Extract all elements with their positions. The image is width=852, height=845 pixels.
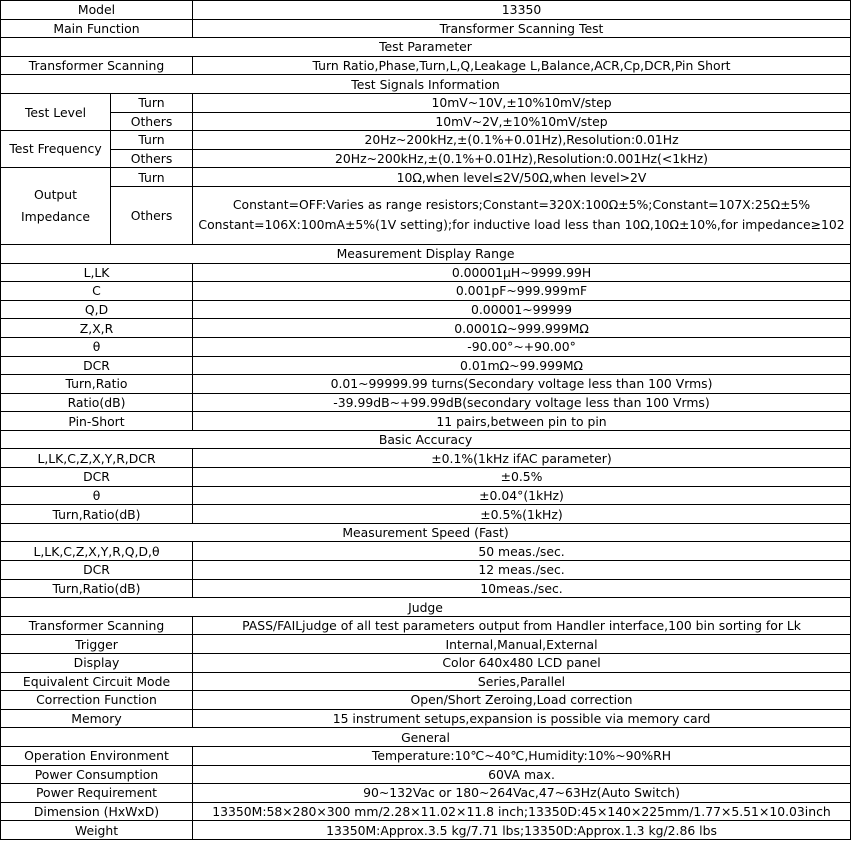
section-header-row: [1, 38, 851, 57]
table-row: [1, 505, 851, 524]
row-value: Color 640x480 LCD panel: [193, 654, 851, 673]
section-header-row: [1, 75, 851, 94]
table-row: [1, 449, 851, 468]
row-label: θ: [1, 337, 193, 356]
row-value: Internal,Manual,External: [193, 635, 851, 654]
row-label: Turn,Ratio: [1, 375, 193, 394]
row-value: ±0.5%(1kHz): [193, 505, 851, 524]
table-row: [1, 131, 851, 150]
sub-label: Others: [111, 149, 193, 168]
table-row: [1, 468, 851, 487]
table-row: [1, 616, 851, 635]
table-row: [1, 709, 851, 728]
row-label: Transformer Scanning: [1, 56, 193, 75]
section-header-row: [1, 430, 851, 449]
row-label: Dimension (HxWxD): [1, 802, 193, 821]
test-level-label: Test Level: [1, 93, 111, 130]
section-header: Measurement Speed (Fast): [1, 523, 851, 542]
section-header: Judge: [1, 598, 851, 617]
table-row: [1, 821, 851, 840]
table-row: [1, 93, 851, 112]
section-header: Measurement Display Range: [1, 244, 851, 263]
row-label: DCR: [1, 468, 193, 487]
row-label: Power Requirement: [1, 784, 193, 803]
row-value-multiline: [193, 186, 851, 244]
row-value: 15 instrument setups,expansion is possible via memory card: [193, 709, 851, 728]
row-value: 10mV~10V,±10%10mV/step: [193, 93, 851, 112]
table-row: [1, 486, 851, 505]
table-row: [1, 412, 851, 431]
table-row: [1, 186, 851, 244]
row-label: Memory: [1, 709, 193, 728]
row-label: DCR: [1, 356, 193, 375]
row-label: Q,D: [1, 300, 193, 319]
row-value: 20Hz~200kHz,±(0.1%+0.01Hz),Resolution:0.001Hz(<1kHz): [193, 149, 851, 168]
row-value: 13350M:58×280×300 mm/2.28×11.02×11.8 inch;13350D:45×140×225mm/1.77×5.51×10.03inch: [193, 802, 851, 821]
row-label: Z,X,R: [1, 319, 193, 338]
section-header-row: [1, 728, 851, 747]
table-row: [1, 263, 851, 282]
row-label: C: [1, 282, 193, 301]
row-label: Ratio(dB): [1, 393, 193, 412]
table-row: [1, 802, 851, 821]
row-value: 60VA max.: [193, 765, 851, 784]
row-label: Power Consumption: [1, 765, 193, 784]
output-impedance-label: Output Impedance: [1, 168, 111, 245]
row-label: Equivalent Circuit Mode: [1, 672, 193, 691]
row-label: Display: [1, 654, 193, 673]
row-value: 0.01mΩ~99.999MΩ: [193, 356, 851, 375]
row-value: ±0.1%(1kHz ifAC parameter): [193, 449, 851, 468]
row-value: 0.00001~99999: [193, 300, 851, 319]
row-value: 50 meas./sec.: [193, 542, 851, 561]
row-label: Weight: [1, 821, 193, 840]
section-header-row: [1, 244, 851, 263]
table-row: [1, 654, 851, 673]
row-label: Turn,Ratio(dB): [1, 505, 193, 524]
sub-label: Others: [111, 186, 193, 244]
row-value: 10mV~2V,±10%10mV/step: [193, 112, 851, 131]
row-value: 90~132Vac or 180~264Vac,47~63Hz(Auto Switch): [193, 784, 851, 803]
table-row: [1, 112, 851, 131]
row-label: L,LK,C,Z,X,Y,R,DCR: [1, 449, 193, 468]
table-row: [1, 149, 851, 168]
section-header-row: [1, 598, 851, 617]
model-value: 13350: [193, 1, 851, 20]
row-value: ±0.04°(1kHz): [193, 486, 851, 505]
table-row: [1, 375, 851, 394]
test-frequency-label: Test Frequency: [1, 131, 111, 168]
section-header: Test Parameter: [1, 38, 851, 57]
row-value: 10Ω,when level≤2V/50Ω,when level>2V: [193, 168, 851, 187]
row-value: 20Hz~200kHz,±(0.1%+0.01Hz),Resolution:0.01Hz: [193, 131, 851, 150]
table-row: [1, 691, 851, 710]
row-label: Correction Function: [1, 691, 193, 710]
main-function-value: Transformer Scanning Test: [193, 19, 851, 38]
table-row: [1, 635, 851, 654]
row-value: Open/Short Zeroing,Load correction: [193, 691, 851, 710]
sub-label: Turn: [111, 131, 193, 150]
table-row: [1, 765, 851, 784]
row-label: θ: [1, 486, 193, 505]
row-value: Turn Ratio,Phase,Turn,L,Q,Leakage L,Balance,ACR,Cp,DCR,Pin Short: [193, 56, 851, 75]
table-row: [1, 672, 851, 691]
table-row: [1, 1, 851, 20]
table-row: [1, 561, 851, 580]
table-row: [1, 337, 851, 356]
row-label: Transformer Scanning: [1, 616, 193, 635]
row-value: 11 pairs,between pin to pin: [193, 412, 851, 431]
row-label: DCR: [1, 561, 193, 580]
section-header: Basic Accuracy: [1, 430, 851, 449]
row-value: 0.01~99999.99 turns(Secondary voltage less than 100 Vrms): [193, 375, 851, 394]
row-value: -90.00°~+90.00°: [193, 337, 851, 356]
impedance-line-1: Constant=OFF:Varies as range resistors;Constant=320X:100Ω±5%;Constant=107X:25Ω±5%: [232, 197, 811, 213]
sub-label: Others: [111, 112, 193, 131]
row-value: PASS/FAILjudge of all test parameters output from Handler interface,100 bin sorting for Lk: [193, 616, 851, 635]
row-label: Pin-Short: [1, 412, 193, 431]
impedance-line-2: Constant=106X:100mA±5%(1V setting);for inductive load less than 10Ω,10Ω±10%,for impedance≥102: [198, 217, 845, 233]
table-row: [1, 542, 851, 561]
section-header: General: [1, 728, 851, 747]
row-label: Operation Environment: [1, 746, 193, 765]
row-label: Turn,Ratio(dB): [1, 579, 193, 598]
row-value: 10meas./sec.: [193, 579, 851, 598]
row-value: Series,Parallel: [193, 672, 851, 691]
section-header: Test Signals Information: [1, 75, 851, 94]
row-label: L,LK,C,Z,X,Y,R,Q,D,θ: [1, 542, 193, 561]
main-function-label: Main Function: [1, 19, 193, 38]
row-value: 0.0001Ω~999.999MΩ: [193, 319, 851, 338]
table-row: [1, 168, 851, 187]
model-label: Model: [1, 1, 193, 20]
table-row: [1, 300, 851, 319]
table-row: [1, 746, 851, 765]
table-row: [1, 393, 851, 412]
table-row: [1, 56, 851, 75]
section-header-row: [1, 523, 851, 542]
row-value: -39.99dB~+99.99dB(secondary voltage less than 100 Vrms): [193, 393, 851, 412]
table-row: [1, 282, 851, 301]
sub-label: Turn: [111, 93, 193, 112]
row-value: 12 meas./sec.: [193, 561, 851, 580]
table-row: [1, 784, 851, 803]
row-label: Trigger: [1, 635, 193, 654]
table-row: [1, 19, 851, 38]
table-row: [1, 356, 851, 375]
table-row: [1, 579, 851, 598]
table-row: [1, 319, 851, 338]
row-value: 0.00001μH~9999.99H: [193, 263, 851, 282]
row-value: ±0.5%: [193, 468, 851, 487]
row-value: 13350M:Approx.3.5 kg/7.71 lbs;13350D:Approx.1.3 kg/2.86 lbs: [193, 821, 851, 840]
row-value: Temperature:10℃~40℃,Humidity:10%~90%RH: [193, 746, 851, 765]
sub-label: Turn: [111, 168, 193, 187]
row-value: 0.001pF~999.999mF: [193, 282, 851, 301]
row-label: L,LK: [1, 263, 193, 282]
